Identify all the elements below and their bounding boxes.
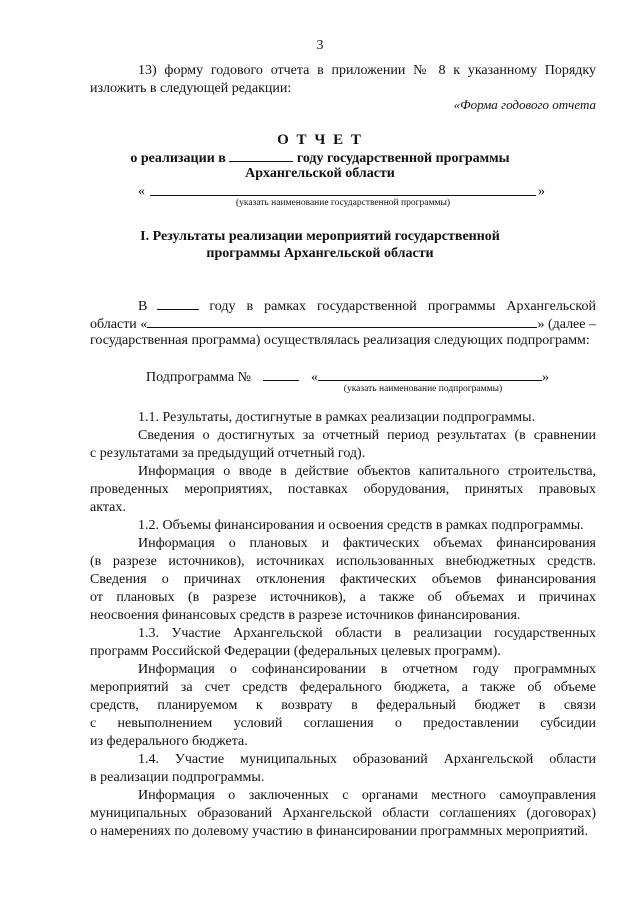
report-subtitle-part: году государственной программы: [296, 151, 510, 166]
year-blank: [229, 149, 293, 162]
subprogram-number-blank: [263, 368, 299, 381]
report-title: О Т Ч Е Т: [277, 132, 363, 148]
body-line: Сведения о причинах отклонения фактических объемов финансирования: [90, 572, 596, 587]
body-line: [90, 315, 596, 333]
intro-line: изложить в следующей редакции:: [90, 81, 292, 96]
quote-open: «: [138, 184, 145, 199]
year-blank: [157, 297, 199, 310]
report-subtitle: [0, 149, 640, 167]
body-line: актах.: [90, 500, 126, 515]
report-subtitle: Архангельской области: [245, 166, 395, 181]
body-line: Информация о заключенных с органами местного самоуправления: [138, 788, 596, 803]
body-line: с результатами за предыдущий отчетный год).: [90, 446, 366, 461]
body-line: проведенных мероприятиях, поставках оборудования, принятых правовых: [90, 482, 596, 497]
body-line: в реализации подпрограммы.: [90, 770, 265, 785]
body-line: с невыполнением условий соглашения о предоставлении субсидии: [90, 716, 596, 731]
quote-close: »: [541, 370, 549, 385]
body-line: мероприятий за счет средств федерального бюджета, а также об объеме: [90, 680, 596, 695]
body-line: программ Российской Федерации (федеральных целевых программ).: [90, 644, 501, 659]
text-fragment: Подпрограмма №: [146, 370, 251, 385]
text-fragment: году в рамках государственной программы Архангельской: [209, 299, 596, 314]
intro-line: 13) форму годового отчета в приложении № 8 к указанному Порядку: [138, 63, 596, 78]
body-line: Информация о софинансировании в отчетном году программных: [138, 662, 596, 677]
body-line: государственная программа) осуществлялась реализация следующих подпрограмм:: [90, 333, 590, 348]
body-line: [138, 297, 596, 315]
body-line: 1.3. Участие Архангельской области в реализации государственных: [138, 626, 596, 641]
body-line: из федерального бюджета.: [90, 734, 248, 749]
text-fragment: области «: [90, 317, 148, 332]
report-subtitle-part: о реализации в: [130, 151, 226, 166]
body-line: от плановых (в разрезе источников), а также об объемах и причинах: [90, 590, 596, 605]
program-name-blank: [147, 315, 537, 328]
body-line: о намерениях по долевому участию в финансировании программных мероприятий.: [90, 824, 589, 839]
body-line: Информация о плановых и фактических объемах финансирования: [138, 536, 596, 551]
body-line: Информация о вводе в действие объектов капитального строительства,: [138, 464, 596, 479]
body-line: Сведения о достигнутых за отчетный период результатах (в сравнении: [138, 428, 596, 443]
text-fragment: » (далее –: [537, 317, 596, 332]
subprogram-hint: (указать наименование подпрограммы): [343, 384, 503, 394]
form-caption: «Форма годового отчета: [453, 97, 596, 112]
subprogram-name-blank: [318, 368, 542, 381]
body-line: неосвоения финансовых средств в разрезе источников финансирования.: [90, 608, 521, 623]
body-line: средств, планируемом к возврату в федеральный бюджет в связи: [90, 698, 596, 713]
section-title: I. Результаты реализации мероприятий государственной: [140, 229, 500, 244]
quote-close: »: [538, 184, 545, 199]
program-name-blank: [150, 195, 536, 196]
text-fragment: В: [138, 299, 148, 314]
program-hint: (указать наименование государственной программы): [235, 198, 451, 208]
body-line: 1.2. Объемы финансирования и освоения средств в рамках подпрограммы.: [138, 518, 584, 533]
section-title: программы Архангельской области: [206, 246, 434, 261]
body-line: (в разрезе источников), источниках использованных внебюджетных средств.: [90, 554, 596, 569]
body-line: 1.4. Участие муниципальных образований Архангельской области: [138, 752, 596, 767]
body-line: 1.1. Результаты, достигнутые в рамках реализации подпрограммы.: [138, 410, 536, 425]
page-number: 3: [316, 38, 324, 53]
quote-open: «: [310, 370, 318, 385]
body-line: муниципальных образований Архангельской области соглашениях (договорах): [90, 806, 596, 821]
